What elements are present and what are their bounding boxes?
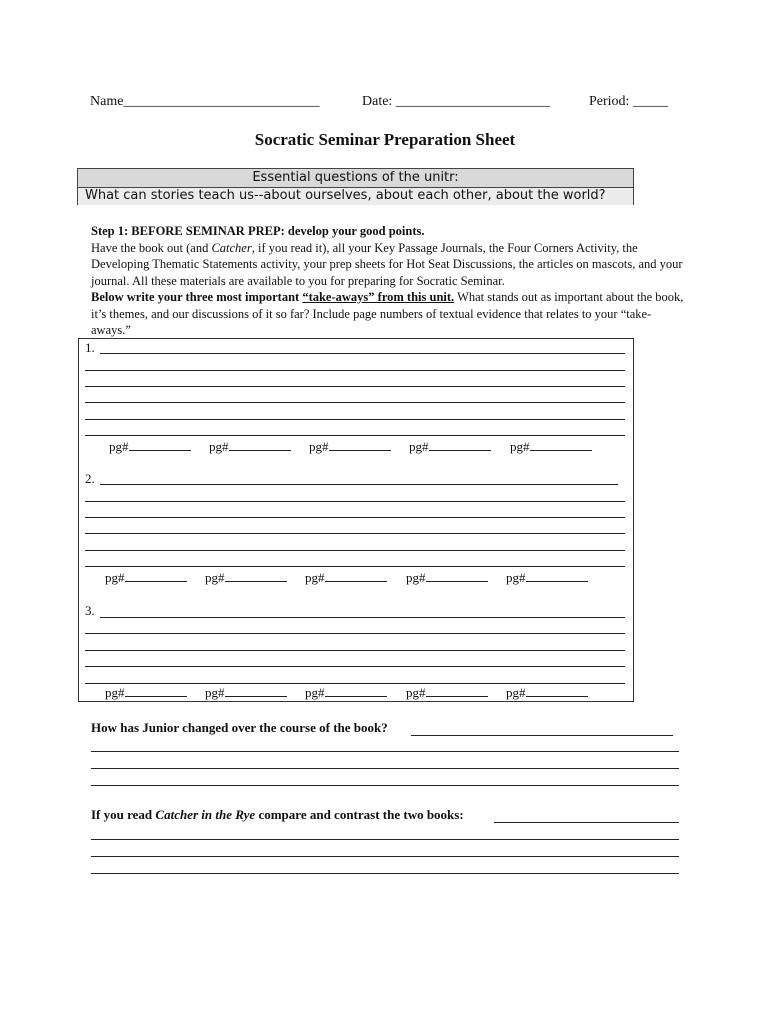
step-below: Below write your three most important “take-aways” from this unit. What stands out as important about the book, it’s themes, and our discussions of it so far? Include page numbers of textual evidence that relates to your “take-aways.” [91,290,684,337]
page-number-field[interactable]: pg# [109,439,191,455]
takeaway-2-line[interactable] [85,550,625,551]
takeaway-3-line[interactable] [85,683,625,684]
step-intro: Have the book out (and Catcher, if you read it), all your Key Passage Journals, the Four Corners Activity, the Developing Thematic Statements activity, your prep sheets for Hot Seat Discussions, the articles on mascots, and your journal. All these materials are available to you for preparing for Socratic Seminar. [91,240,683,288]
takeaway-3-line[interactable] [100,617,625,618]
page-title: Socratic Seminar Preparation Sheet [254,130,516,149]
takeaway-1-line[interactable] [85,370,625,371]
takeaway-3-line[interactable] [85,650,625,651]
essential-question-text: What can stories teach us--about ourselves, about each other, about the world? [78,188,633,205]
page-number-field[interactable]: pg# [409,439,491,455]
period-field-label[interactable]: Period: _____ [589,94,668,109]
catcher-answer-line[interactable] [91,856,679,857]
catcher-answer-line[interactable] [91,839,679,840]
page-number-field[interactable]: pg# [506,570,588,586]
takeaway-2-line[interactable] [100,484,618,485]
takeaway-2-line[interactable] [85,533,625,534]
takeaway-2-number: 2. [85,471,95,486]
takeaway-1-line[interactable] [85,402,625,403]
page-number-field[interactable]: pg# [406,685,488,701]
takeaway-3-number: 3. [85,603,95,618]
step-heading: Step 1: BEFORE SEMINAR PREP: develop your good points. [91,224,425,238]
page-number-field[interactable]: pg# [105,570,187,586]
page-number-field[interactable]: pg# [209,439,291,455]
page-number-field[interactable]: pg# [205,685,287,701]
page-number-field[interactable]: pg# [105,685,187,701]
page-number-field[interactable]: pg# [406,570,488,586]
takeaway-1-number: 1. [85,340,95,355]
takeaways-answer-box[interactable] [78,338,634,702]
page-number-field[interactable]: pg# [506,685,588,701]
page-number-field[interactable]: pg# [309,439,391,455]
takeaway-3-line[interactable] [85,633,625,634]
catcher-answer-line[interactable] [91,873,679,874]
page-number-field[interactable]: pg# [305,570,387,586]
catcher-answer-line[interactable] [494,822,679,823]
step-instructions [91,223,691,339]
essential-questions-heading: Essential questions of the unitr: [78,169,633,188]
takeaway-1-line[interactable] [85,386,625,387]
takeaway-1-line[interactable] [100,353,625,354]
junior-question-label: How has Junior changed over the course of the book? [91,720,388,735]
takeaway-2-line[interactable] [85,517,625,518]
name-field-label[interactable]: Name____________________________ [90,94,320,109]
junior-answer-line[interactable] [411,735,673,736]
page-number-field[interactable]: pg# [510,439,592,455]
takeaway-2-line[interactable] [85,501,625,502]
essential-questions-box [77,168,634,205]
takeaway-1-line[interactable] [85,435,625,436]
junior-answer-line[interactable] [91,751,679,752]
takeaway-1-line[interactable] [85,419,625,420]
takeaway-3-line[interactable] [85,666,625,667]
page-number-field[interactable]: pg# [305,685,387,701]
junior-answer-line[interactable] [91,785,679,786]
takeaway-2-line[interactable] [85,566,625,567]
page-number-field[interactable]: pg# [205,570,287,586]
junior-answer-line[interactable] [91,768,679,769]
date-field-label[interactable]: Date: ______________________ [362,94,550,109]
catcher-question-label: If you read Catcher in the Rye compare and contrast the two books: [91,807,464,822]
